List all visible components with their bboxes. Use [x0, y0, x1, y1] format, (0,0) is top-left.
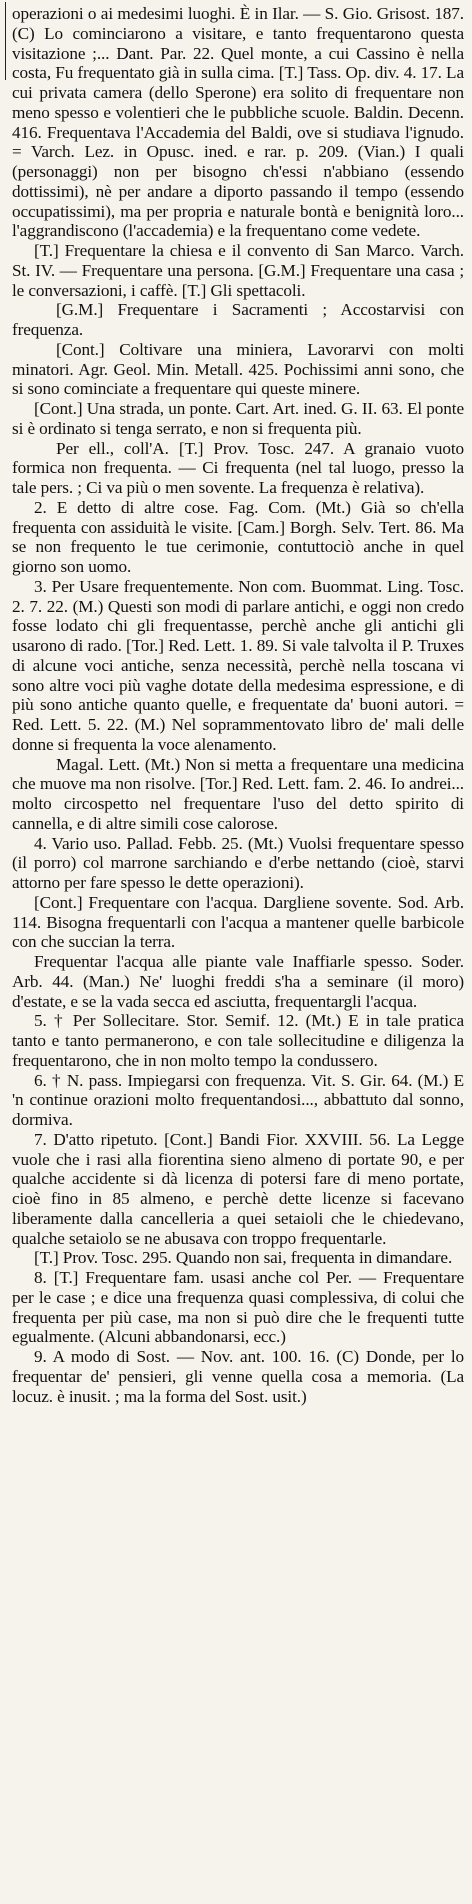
paragraph: 7. D'atto ripetuto. [Cont.] Bandi Fior. XXVIII. 56. La Legge vuole che i rasi alla fiorentina sieno almeno di portate 90, e per qualche accidente si dà licenza di potersi fare di meno portate, cioè fino in 85 almeno, e perchè dette licenze si facevano liberamente dalla cancelleria a quei setaioli che le chiedevano, qualche setaiolo se ne abusava con troppo frequentarle. — [12, 1129, 464, 1248]
paragraph: 3. Per Usare frequentemente. Non com. Buommat. Ling. Tosc. 2. 7. 22. (M.) Questi son modi di parlare antichi, e oggi non credo fosse lodato chi gli frequentasse, perchè anche gli antichi gli usarono di rado. [Tor.] Red. Lett. 1. 89. Si vale talvolta il P. Truxes di alcune voci antiche, senza necessità, perchè nella toscana vi sono altre voci più vaghe dotate della medesima espressione, e di più sono antiche quanto quelle, e frequentate da' buoni autori. = Red. Lett. 5. 22. (M.) Nel soprammentovato libro de' mali delle donne si frequenta la voce alenamento. — [12, 576, 464, 754]
paragraph: [G.M.] Frequentare i Sacramenti ; Accostarvisi con frequenza. — [12, 300, 464, 339]
paragraph: 9. A modo di Sost. — Nov. ant. 100. 16. (C) Donde, per lo frequentar de' pensieri, gli venne quella cosa a memoria. (La locuz. è inusit. ; ma la forma del Sost. usit.) — [12, 1347, 464, 1406]
entry-column — [12, 4, 464, 1406]
paragraph: 6. † N. pass. Impiegarsi con frequenza. Vit. S. Gir. 64. (M.) E 'n continue orazioni molto frequentandosi..., abbattuto dal sonno, dormiva. — [12, 1070, 464, 1129]
paragraph: 2. E detto di altre cose. Fag. Com. (Mt.) Già so ch'ella frequenta con assiduità le visite. [Cam.] Borgh. Selv. Tert. 86. Ma se non frequento le tue cerimonie, contuttociò anche in quel giorno son uomo. — [12, 497, 464, 576]
paragraph: [T.] Prov. Tosc. 295. Quando non sai, frequenta in dimandare. — [34, 1248, 453, 1268]
paragraph: 8. [T.] Frequentare fam. usasi anche col Per. — Frequentare per le case ; e dice una frequenza quasi complessiva, di colui che frequenta per più case, ma non si può dire che le frequenti tutte egualmente. (Alcuni abbandonarsi, ecc.) — [12, 1268, 464, 1347]
paragraph: 5. † Per Sollecitare. Stor. Semif. 12. (Mt.) E in tale pratica tanto e tanto permanerono, e con tale sollecitudine e diligenza la frequentarono, che in non molto tempo la condussero. — [12, 1011, 464, 1070]
paragraph: 4. Vario uso. Pallad. Febb. 25. (Mt.) Vuolsi frequentare spesso (il porro) col marrone sarchiando e d'erbe nettando (cioè, starvi attorno per fare spesso le dette operazioni). — [12, 833, 464, 892]
margin-rule — [5, 2, 6, 80]
paragraph: Frequentar l'acqua alle piante vale Inaffiarle spesso. Soder. Arb. 44. (Man.) Ne' luoghi freddi s'ha a seminare (il moro) d'estate, e se la vada secca ed asciutta, frequentargli l'acqua. — [12, 952, 464, 1011]
paragraph: Magal. Lett. (Mt.) Non si metta a frequentare una medicina che muove ma non risolve. [Tor.] Red. Lett. fam. 2. 46. Io andrei... molto circospetto nel frequentare l'uso del detto spirito di cannella, e di altre simili cose calorose. — [12, 754, 464, 833]
paragraph: [Cont.] Coltivare una miniera, Lavorarvi con molti minatori. Agr. Geol. Min. Metall. 425. Pochissimi anni sono, che si sono cominciate a frequentare qui queste minere. — [12, 339, 464, 399]
paragraph: [Cont.] Una strada, un ponte. Cart. Art. ined. G. II. 63. El ponte si è ordinato si tenga serrato, e non si frequenta più. — [12, 399, 464, 438]
paragraph: [Cont.] Frequentare con l'acqua. Dargliene sovente. Sod. Arb. 114. Bisogna frequentarli con l'acqua a mantener quelle barbicole con che succian la terra. — [12, 892, 464, 952]
paragraph: Per ell., coll'A. [T.] Prov. Tosc. 247. A granaio vuoto formica non frequenta. — Ci frequenta (nel tal luogo, presso la tale pers. ; Ci va più o men sovente. La frequenza è relativa). — [12, 438, 464, 497]
paragraph: [T.] Frequentare la chiesa e il convento di San Marco. Varch. St. IV. — Frequentare una persona. [G.M.] Frequentare una casa ; le conversazioni, i caffè. [T.] Gli spettacoli. — [12, 241, 464, 300]
paragraph: operazioni o ai medesimi luoghi. È in Ilar. — S. Gio. Grisost. 187. (C) Lo cominciarono a visitare, e tanto frequentarono questa visitazione ;... Dant. Par. 22. Quel monte, a cui Cassino è nella costa, Fu frequentato già in sulla cima. [T.] Tass. Op. div. 4. 17. La cui privata camera (dello Sperone) era solito di frequentare non meno spesso e volentieri che le pubbliche scuole. Baldin. Decenn. 416. Frequentava l'Accademia del Baldi, ove si studiava l'ignudo. = Varch. Lez. in Opusc. ined. e rar. p. 209. (Vian.) I quali (personaggi) non per bisogno ch'essi n'abbiano (essendo dottissimi), nè per andare a diporto passando il tempo (essendo occupatissimi), ma per propria e naturale bontà e benignità loro... l'aggrandiscono (l'accademia) e la frequentano come vedete. — [12, 4, 464, 241]
